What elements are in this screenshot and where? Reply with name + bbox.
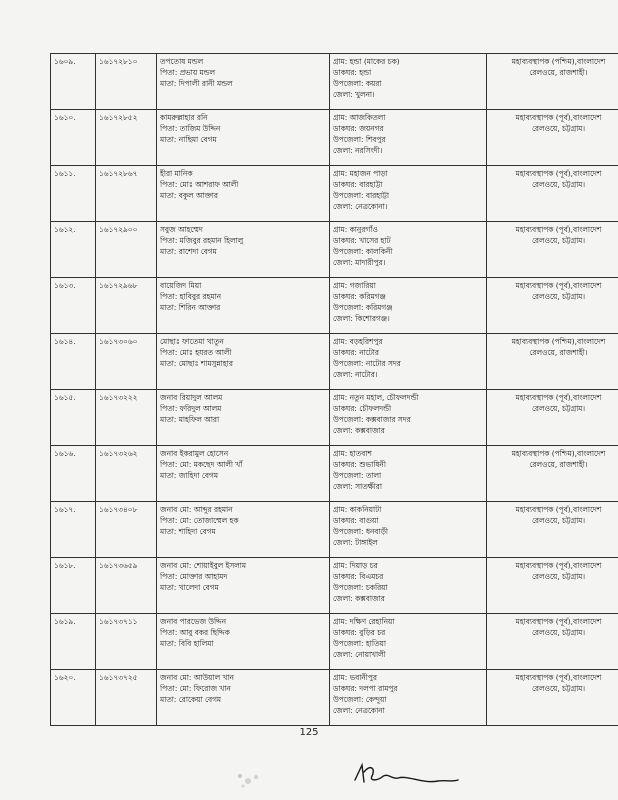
roll-cell — [96, 334, 157, 390]
district: জেলা: মাদারীপুর। — [333, 258, 386, 267]
name-cell — [157, 166, 330, 222]
mother-name: মাতা: নাছিমা বেগম — [160, 135, 217, 144]
mother-name: মাতা: মোছাঃ শামসুন্নাহার — [160, 359, 233, 368]
posting-location: রেলওয়ে, চট্টগ্রাম। — [531, 628, 586, 637]
village: গ্রাম: মহাজন পাড়া — [333, 169, 388, 178]
post-office: ডাকঘর: হন্ডা — [333, 68, 372, 77]
serial-cell — [51, 334, 96, 390]
roll-cell — [96, 614, 157, 670]
address-cell — [330, 222, 487, 278]
roll-number: ১৬১৭৩৭১১ — [99, 617, 138, 626]
roll-cell — [96, 54, 157, 110]
district: জেলা: নোয়াখালী — [333, 650, 386, 659]
roll-cell — [96, 390, 157, 446]
posting-cell — [487, 502, 618, 558]
serial-number: ১৬১৭. — [54, 505, 76, 514]
district: জেলা: সাতক্ষীরা — [333, 482, 382, 491]
serial-number: ১৬১৪. — [54, 337, 76, 346]
mother-name: মাতা: জাহিদা বেগম — [160, 471, 218, 480]
address-cell — [330, 166, 487, 222]
signature-image — [352, 760, 462, 794]
posting-location: রেলওয়ে, চট্টগ্রাম। — [531, 572, 586, 581]
posting-office: মহাব্যবস্থাপক (পূর্ব),বাংলাদেশ — [515, 281, 602, 290]
candidate-name: জনাব ইকরামুল হোসেন — [160, 449, 229, 458]
name-cell — [157, 278, 330, 334]
serial-cell — [51, 670, 96, 726]
village: গ্রাম: নতুন মহাল, চৌফলদন্ডী — [333, 393, 419, 402]
name-cell — [157, 334, 330, 390]
district: জেলা: কক্সবাজার — [333, 426, 385, 435]
candidate-name: তপতোষ মন্ডল — [160, 57, 204, 66]
candidate-name: জনাব মো: আউয়াল খান — [160, 673, 234, 682]
posting-location: রেলওয়ে, রাজশাহী। — [529, 348, 588, 357]
posting-location: রেলওয়ে, চট্টগ্রাম। — [531, 684, 586, 693]
serial-number: ১৬১০. — [54, 113, 76, 122]
post-office: ডাকঘর: নাটোর — [333, 348, 379, 357]
upazila: উপজেলা: কালকিনী — [333, 247, 393, 256]
table-row — [51, 614, 618, 670]
father-name: পিতা: হাবিবুর রহমান — [160, 292, 222, 301]
serial-number: ১৬১৫. — [54, 393, 76, 402]
name-cell — [157, 558, 330, 614]
serial-cell — [51, 614, 96, 670]
table-row — [51, 110, 618, 166]
father-name: পিতা: মো: তোজাম্মেল হক — [160, 516, 239, 525]
roll-number: ১৬১৭২৯৬৮ — [99, 281, 138, 290]
candidate-name: জনাব রিয়াদুল আলম — [160, 393, 223, 402]
serial-cell — [51, 166, 96, 222]
posting-office: মহাব্যবস্থাপক (পশ্চিম),বাংলাদেশ — [511, 57, 606, 66]
posting-cell — [487, 670, 618, 726]
posting-location: রেলওয়ে, রাজশাহী। — [529, 68, 588, 77]
posting-cell — [487, 558, 618, 614]
address-cell — [330, 614, 487, 670]
district: জেলা: খুলনা। — [333, 90, 375, 99]
address-cell — [330, 54, 487, 110]
roll-number: ১৬১৭২৮১০ — [99, 57, 138, 66]
table-row — [51, 278, 618, 334]
posting-office: মহাব্যবস্থাপক (পূর্ব),বাংলাদেশ — [515, 225, 602, 234]
address-cell — [330, 502, 487, 558]
roll-number: ১৬১৭৩২৬২ — [99, 449, 138, 458]
father-name: পিতা: আবু বকর ছিদ্দিক — [160, 628, 230, 637]
post-office: ডাকঘর: চৌফলদন্ডী — [333, 404, 392, 413]
village: গ্রাম: হাতবাশ — [333, 449, 372, 458]
roll-number: ১৬১৭৩০৬০ — [99, 337, 138, 346]
posting-office: মহাব্যবস্থাপক (পূর্ব),বাংলাদেশ — [515, 169, 602, 178]
posting-office: মহাব্যবস্থাপক (পশ্চিম),বাংলাদেশ — [511, 337, 606, 346]
posting-office: মহাব্যবস্থাপক (পূর্ব),বাংলাদেশ — [515, 673, 602, 682]
post-office: ডাকঘর: বুড়ির চর — [333, 628, 386, 637]
posting-location: রেলওয়ে, চট্টগ্রাম। — [531, 516, 586, 525]
roll-cell — [96, 446, 157, 502]
posting-office: মহাব্যবস্থাপক (পূর্ব),বাংলাদেশ — [515, 113, 602, 122]
address-cell — [330, 110, 487, 166]
roll-cell — [96, 166, 157, 222]
father-name: পিতা: মজিবুর রহমান হিলালু — [160, 236, 244, 245]
upazila: উপজেলা: চকরিয়া — [333, 583, 388, 592]
name-cell — [157, 670, 330, 726]
posting-location: রেলওয়ে, চট্টগ্রাম। — [531, 124, 586, 133]
posting-cell — [487, 54, 618, 110]
village: গ্রাম: কানুরগাঁও — [333, 225, 378, 234]
upazila: উপজেলা: কক্সবাজার সদর — [333, 415, 411, 424]
mother-name: মাতা: বিবি হালিমা — [160, 639, 214, 648]
serial-cell — [51, 110, 96, 166]
upazila: উপজেলা: ধনবাড়ী — [333, 527, 389, 536]
serial-number: ১৬০৯. — [54, 57, 76, 66]
name-cell — [157, 110, 330, 166]
mother-name: মাতা: রাশেদা বেগম — [160, 247, 217, 256]
posting-cell — [487, 614, 618, 670]
upazila: উপজেলা: শিবপুর — [333, 135, 386, 144]
upazila: উপজেলা: বারহাট্টা — [333, 191, 389, 200]
posting-location: রেলওয়ে, রাজশাহী। — [529, 460, 588, 469]
serial-cell — [51, 558, 96, 614]
post-office: ডাকঘর: জয়নগর — [333, 124, 384, 133]
posting-office: মহাব্যবস্থাপক (পূর্ব),বাংলাদেশ — [515, 561, 602, 570]
village: গ্রাম: দক্ষিণ রেহানিয়া — [333, 617, 395, 626]
name-cell — [157, 54, 330, 110]
serial-number: ১৬১৯. — [54, 617, 76, 626]
candidate-name: জনাব মো: আব্দুর রহমান — [160, 505, 233, 514]
candidate-name: মোছাঃ ফাতেমা খাতুন — [160, 337, 224, 346]
mother-name: মাতা: বকুল আক্তার — [160, 191, 218, 200]
mother-name: মাতা: শিরিন আক্তার — [160, 303, 221, 312]
serial-number: ১৬১৮. — [54, 561, 76, 570]
address-cell — [330, 278, 487, 334]
name-cell — [157, 390, 330, 446]
mother-name: মাতা: রোকেয়া বেগম — [160, 695, 222, 704]
roll-cell — [96, 502, 157, 558]
page-number: 125 — [299, 727, 319, 738]
upazila: উপজেলা: তালা — [333, 471, 382, 480]
roll-number: ১৬১৭২৮৫২ — [99, 113, 138, 122]
father-name: পিতা: মোঃ হযরত আলী — [160, 348, 232, 357]
district: জেলা: নরসিংদী। — [333, 146, 383, 155]
posting-cell — [487, 278, 618, 334]
roll-cell — [96, 558, 157, 614]
serial-cell — [51, 54, 96, 110]
address-cell — [330, 670, 487, 726]
candidate-name: হীরা মানিক — [160, 169, 193, 178]
candidate-name: জনাব পারভেজ উদ্দিন — [160, 617, 227, 626]
post-office: ডাকঘর: বারহাট্টা — [333, 180, 383, 189]
father-name: পিতা: ফরিদুল আলম — [160, 404, 222, 413]
serial-cell — [51, 222, 96, 278]
village: গ্রাম: ভবানীপুর — [333, 673, 377, 682]
table-row — [51, 222, 618, 278]
table-row — [51, 558, 618, 614]
posting-office: মহাব্যবস্থাপক (পশ্চিম),বাংলাদেশ — [511, 449, 606, 458]
candidate-name: বায়েজিদ মিয়া — [160, 281, 202, 290]
candidate-name: কামরুল্লাহার রনি — [160, 113, 208, 122]
address-cell — [330, 558, 487, 614]
roll-number: ১৬১৭৩৬৫৯ — [99, 561, 138, 570]
posting-cell — [487, 222, 618, 278]
serial-cell — [51, 502, 96, 558]
village: গ্রাম: আজকিতলা — [333, 113, 386, 122]
table-row — [51, 502, 618, 558]
roll-number: ১৬১৭৩৪০৮ — [99, 505, 138, 514]
candidate-name: সবুজ আহম্মেদ — [160, 225, 203, 234]
post-office: ডাকঘর: দলপা রামপুর — [333, 684, 398, 693]
posting-office: মহাব্যবস্থাপক (পূর্ব),বাংলাদেশ — [515, 393, 602, 402]
district: জেলা: নাটোর। — [333, 370, 378, 379]
village: গ্রাম: বড়হরিশপুর — [333, 337, 383, 346]
upazila: উপজেলা: কেন্দুয়া — [333, 695, 387, 704]
serial-cell — [51, 278, 96, 334]
candidate-name: জনাব মো: শোয়াইবুল ইসলাম — [160, 561, 247, 570]
table-row — [51, 334, 618, 390]
serial-number: ১৬২০. — [54, 673, 76, 682]
address-cell — [330, 446, 487, 502]
posting-cell — [487, 166, 618, 222]
father-name: পিতা: মো: মকছেদ আলী খাঁ — [160, 460, 243, 469]
upazila: উপজেলা: কয়রা — [333, 79, 382, 88]
upazila: উপজেলা: করিমগঞ্জ — [333, 303, 393, 312]
upazila: উপজেলা: হাতিয়া — [333, 639, 387, 648]
district: জেলা: টাঙ্গাইল — [333, 538, 378, 547]
mother-name: মাতা: শাহিদা বেগম — [160, 527, 216, 536]
serial-number: ১৬১১. — [54, 169, 76, 178]
posting-cell — [487, 446, 618, 502]
table-row — [51, 390, 618, 446]
scan-smudge — [232, 768, 266, 792]
roll-cell — [96, 110, 157, 166]
posting-office: মহাব্যবস্থাপক (পূর্ব),বাংলাদেশ — [515, 505, 602, 514]
name-cell — [157, 222, 330, 278]
father-name: পিতা: মোক্তার আহামদ — [160, 572, 228, 581]
serial-cell — [51, 390, 96, 446]
posting-cell — [487, 390, 618, 446]
post-office: ডাকঘর: খাসের হাট — [333, 236, 391, 245]
serial-cell — [51, 446, 96, 502]
post-office: ডাকঘর: করিমগঞ্জ — [333, 292, 386, 301]
roll-number: ১৬১৭৩৭২৫ — [99, 673, 138, 682]
name-cell — [157, 502, 330, 558]
posting-office: মহাব্যবস্থাপক (পূর্ব),বাংলাদেশ — [515, 617, 602, 626]
address-cell — [330, 390, 487, 446]
district: জেলা: নেত্রকোনা। — [333, 202, 388, 211]
district: জেলা: নেত্রকোনা — [333, 706, 385, 715]
table-row — [51, 446, 618, 502]
roll-number: ১৬১৭২৮৬৭ — [99, 169, 138, 178]
serial-number: ১৬১৩. — [54, 281, 76, 290]
candidate-table — [50, 53, 618, 726]
posting-location: রেলওয়ে, চট্টগ্রাম। — [531, 180, 586, 189]
father-name: পিতা: মোঃ আশরাফ আলী — [160, 180, 239, 189]
village: গ্রাম: দিয়াড় চর — [333, 561, 378, 570]
posting-cell — [487, 110, 618, 166]
mother-name: মাতা: দিপালী রানী মন্ডল — [160, 79, 233, 88]
posting-location: রেলওয়ে, চট্টগ্রাম। — [531, 404, 586, 413]
name-cell — [157, 446, 330, 502]
address-cell — [330, 334, 487, 390]
post-office: ডাকঘর: বাগুয়া — [333, 516, 379, 525]
post-office: ডাকঘর: শুভাষিনী — [333, 460, 386, 469]
table-row — [51, 670, 618, 726]
roll-cell — [96, 670, 157, 726]
upazila: উপজেলা: নাটোর সদর — [333, 359, 401, 368]
posting-cell — [487, 334, 618, 390]
roll-number: ১৬১৭২৯০০ — [99, 225, 138, 234]
table-row — [51, 54, 618, 110]
roll-cell — [96, 278, 157, 334]
father-name: পিতা: প্রভায় মন্ডল — [160, 68, 216, 77]
serial-number: ১৬১২. — [54, 225, 76, 234]
mother-name: মাতা: মাহফিল আরা — [160, 415, 220, 424]
serial-number: ১৬১৬. — [54, 449, 76, 458]
name-cell — [157, 614, 330, 670]
roll-number: ১৬১৭৩২২২ — [99, 393, 138, 402]
candidate-table-body — [51, 54, 618, 726]
table-row — [51, 166, 618, 222]
district: জেলা: কক্সবাজার — [333, 594, 385, 603]
mother-name: মাতা: খালেদা বেগম — [160, 583, 219, 592]
posting-location: রেলওয়ে, চট্টগ্রাম। — [531, 236, 586, 245]
village: গ্রাম: গজারিয়া — [333, 281, 376, 290]
roll-cell — [96, 222, 157, 278]
father-name: পিতা: মো: ফিরোজ খান — [160, 684, 231, 693]
village: গ্রাম: কাকনিয়াটা — [333, 505, 382, 514]
post-office: ডাকঘর: বিএমচর — [333, 572, 384, 581]
district: জেলা: কিশোরগঞ্জ। — [333, 314, 390, 323]
posting-location: রেলওয়ে, চট্টগ্রাম। — [531, 292, 586, 301]
father-name: পিতা: তাজিম উদ্দিন — [160, 124, 221, 133]
village: গ্রাম: হন্ডা (মাকের চক) — [333, 57, 400, 66]
